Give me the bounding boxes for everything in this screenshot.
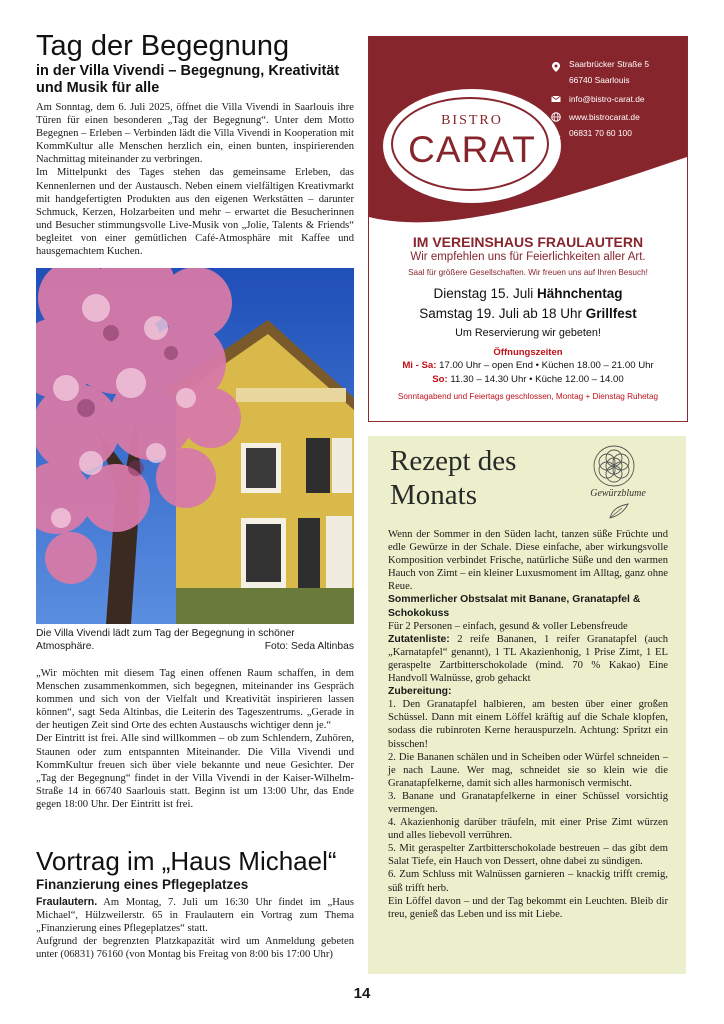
recipe-step: 6. Zum Schluss mit Walnüssen garnieren – knackig trifft cremig, süß trifft herb. bbox=[388, 869, 668, 894]
hours-line bbox=[369, 360, 687, 371]
body-paragraph: „Wir möchten mit diesem Tag einen offenen Raum schaffen, in dem Menschen zusammenkommen, sich begegnen, miteinander ins Gespräch kommen und sich von der Vielfalt und Kreativität inspirieren lassen können“, sagt Seda Altinbas, die Leiterin des Tageszentrums. „Gerade in der heutigen Zeit sind Orte des echten Austauschs wichtiger denn je.“ bbox=[36, 668, 354, 732]
flower-of-life-icon bbox=[590, 442, 638, 490]
page-number: 14 bbox=[353, 985, 371, 1002]
ad-venue: IM VEREINSHAUS FRAULAUTERN bbox=[412, 234, 644, 250]
phone-icon bbox=[551, 128, 561, 138]
photo-credit: Foto: Seda Altinbas bbox=[264, 641, 354, 652]
recipe-title bbox=[390, 444, 590, 512]
article-subtitle: in der Villa Vivendi – Begegnung, Kreativität und Musik für alle bbox=[36, 63, 340, 96]
body-paragraph: Der Eintritt ist frei. Alle sind willkommen – ob zum Schlendern, Zuhören, Staunen oder zum entspannten Miteinander. Die Villa Vivendi und KommKultur freuen sich über viele bekannte und neue Gesichter. Der „Tag der Begegnung“ findet in der Villa Vivendi in der Kaiser-Wilhelm-Straße 14 in 66740 Saarlouis statt. Beginn ist um 13:00 Uhr, das Ende gegen 18:00 Uhr. Der Eintritt ist frei. bbox=[36, 733, 354, 810]
ad-event bbox=[369, 286, 687, 301]
brand-name: Gewürzblume bbox=[590, 488, 646, 499]
ad-event bbox=[369, 306, 687, 321]
bistro-ad bbox=[368, 36, 688, 422]
article2-paragraph: Aufgrund der begrenzten Platzkapazität wird um Anmeldung gebeten unter (06831) 76160 (von Montag bis Freitag von 8:00 bis 17:00 Uhr) bbox=[36, 936, 354, 961]
phone-contact[interactable] bbox=[569, 128, 687, 139]
hours-days: So: bbox=[432, 374, 448, 385]
article-body bbox=[36, 667, 354, 811]
intro-paragraph: Im Mittelpunkt des Tages stehen das gemeinsame Erleben, das Kennenlernen und der Austausch. Neben einem vielfältigen Kreativmarkt mit handgefertigten Produkten aus den eigenen Werkstätten – darunter Schmuck, Kerzen, Holzarbeiten und mehr – erwartet die Besucherinnen und Besucher stimmungsvolle Live-Musik von „Jolie, Talents & Friends“ begleitet von einer gemütlichen Café-Atmosphäre mit Kaffee und hausgemachtem Kuchen. bbox=[36, 167, 354, 258]
ingredients-text: 2 reife Bananen, 1 reifer Granatapfel (auch „Karnatapfel“ genannt), 1 TL Akazienhonig, 1 Prise Zimt, 1 EL geraspelte Zartbitterschokolade (mind. 70 % Kakao) Eine Handvoll Walnüsse, grob gehackt bbox=[388, 633, 668, 685]
article-title: Tag der Begegnung bbox=[36, 30, 290, 62]
email-text: info@bistro-carat.de bbox=[569, 94, 645, 104]
email-contact[interactable] bbox=[569, 94, 687, 105]
recipe-step: 5. Mit geraspelter Zartbitterschokolade bestreuen – das gibt dem Salat Tiefe, ein Hauch von Dessert, ohne dabei zu sündigen. bbox=[388, 843, 668, 868]
article2-subtitle: Finanzierung eines Pflegeplatzes bbox=[36, 877, 249, 892]
photo-caption bbox=[36, 627, 354, 653]
ingredients-label: Zutatenliste: bbox=[388, 633, 450, 645]
recipe-closing: Ein Löffel davon – und der Tag bekommt ein Leuchten. Bleib dir treu, genieß das Leben und iss mit Liebe. bbox=[388, 895, 668, 920]
recipe-ingredients bbox=[388, 633, 668, 685]
globe-icon bbox=[551, 112, 561, 122]
ad-tagline-small: Saal für größere Gesellschaften. Wir freuen uns auf Ihren Besuch! bbox=[408, 268, 648, 277]
address-line: 66740 Saarlouis bbox=[569, 75, 630, 85]
logo-small-text: BISTRO bbox=[441, 113, 503, 128]
recipe-intro: Wenn der Sommer in den Süden lacht, tanzen süße Früchte und edle Gewürze in der Schale. Diese einfache, aber wirkungsvolle Komposition verbindet Frische, natürliche Süße und den warmen Hauch von Zimt – ein kleiner Luxusmoment im Alltag, ganz ohne Reue. bbox=[388, 529, 668, 593]
recipe-servings: Für 2 Personen – einfach, gesund & voller Lebensfreude bbox=[388, 620, 628, 632]
recipe-step: 1. Den Granatapfel halbieren, am besten über einer großen Schüssel. Dann mit einem Löffel kräftig auf die Schale klopfen, sodass die rubinroten Kerne herauspurzeln. Achtung: Spritzt ein bisschen! bbox=[388, 699, 668, 750]
event-name: Hähnchentag bbox=[537, 286, 623, 301]
article2-text: Am Montag, 7. Juli um 16:30 Uhr findet im „Haus Michael“, Hülzweilerstr. 65 in Fraulautern ein Vortrag zum Thema „Finanzierung eines Pflegeplatzes“ statt. bbox=[36, 897, 354, 935]
recipe-dish: Sommerlicher Obstsalat mit Banane, Granatapfel & Schokokuss bbox=[388, 594, 641, 619]
hours-line bbox=[369, 374, 687, 385]
article2-title: Vortrag im „Haus Michael“ bbox=[36, 846, 337, 876]
caption-text: Die Villa Vivendi lädt zum Tag der Begegnung in schöner Atmosphäre. bbox=[36, 628, 295, 652]
ad-reservation: Um Reservierung wir gebeten! bbox=[455, 327, 601, 339]
villa-photo bbox=[36, 268, 354, 624]
event-date: Samstag 19. Juli ab 18 Uhr bbox=[419, 306, 586, 321]
hours-text: 17.00 Uhr – open End • Küchen 18.00 – 21.00 Uhr bbox=[436, 360, 654, 371]
bistro-logo bbox=[383, 89, 561, 203]
address-line: Saarbrücker Straße 5 bbox=[569, 59, 650, 69]
magnolia-house-image bbox=[36, 268, 354, 624]
event-name: Grillfest bbox=[585, 306, 637, 321]
web-text: www.bistrocarat.de bbox=[569, 112, 640, 122]
article-intro bbox=[36, 101, 354, 258]
article2-paragraph bbox=[36, 896, 354, 935]
event-date: Dienstag 15. Juli bbox=[433, 286, 538, 301]
ad-tagline: Wir empfehlen uns für Feierlichkeiten aller Art. bbox=[410, 251, 646, 263]
intro-paragraph: Am Sonntag, dem 6. Juli 2025, öffnet die Villa Vivendi in Saarlouis ihre Türen für einen besonderen „Tag der Begegnung“. Unter dem Motto Begegnen – Erleben – Verbinden lädt die Villa Vivendi in Kooperation mit KommKultur alle Menschen herzlich ein, einen bunten, inspirierenden Nachmittag miteinander zu verbringen. bbox=[36, 102, 354, 166]
article2-lead: Fraulautern. bbox=[36, 896, 98, 908]
address bbox=[569, 59, 687, 86]
closed-days: Sonntagabend und Feiertags geschlossen, Montag + Dienstag Ruhetag bbox=[397, 392, 659, 401]
recipe-body bbox=[388, 528, 668, 921]
phone-text: 06831 70 60 100 bbox=[569, 128, 632, 138]
recipe-step: 4. Akazienhonig darüber träufeln, mit einer Prise Zimt würzen und alles liebevoll verrühren. bbox=[388, 817, 668, 842]
prep-label: Zubereitung: bbox=[388, 686, 452, 698]
web-contact[interactable] bbox=[569, 112, 687, 123]
mail-icon bbox=[551, 94, 561, 104]
hours-text: 11.30 – 14.30 Uhr • Küche 12.00 – 14.00 bbox=[447, 374, 624, 385]
article2-body bbox=[36, 896, 354, 961]
recipe-title-line: Rezept des bbox=[390, 445, 517, 477]
location-pin-icon bbox=[551, 61, 561, 73]
hours-days: Mi - Sa: bbox=[402, 360, 437, 371]
hours-title: Öffnungszeiten bbox=[493, 347, 563, 358]
recipe-step: 2. Die Bananen schälen und in Scheiben oder Würfel schneiden – je nach Laune. Wer mag, schneidet sie so klein wie die Granatapfelkerne, damit sich alles harmonisch vermischt. bbox=[388, 751, 668, 789]
recipe-box bbox=[368, 436, 686, 974]
leaf-icon bbox=[602, 500, 632, 520]
logo-big-text: CARAT bbox=[408, 129, 536, 170]
recipe-title-line: Monats bbox=[390, 479, 477, 511]
recipe-step: 3. Banane und Granatapfelkerne in einer Schüssel vorsichtig vermengen. bbox=[388, 790, 668, 815]
